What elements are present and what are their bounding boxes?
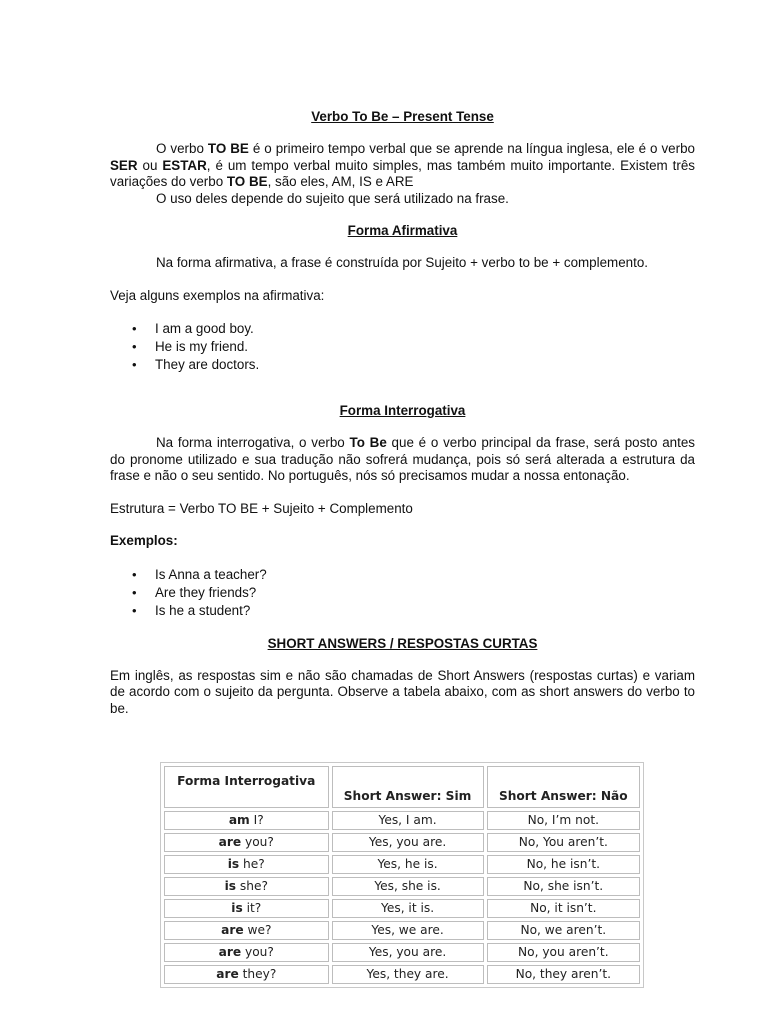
pronoun: he? bbox=[239, 857, 265, 871]
intro-text: , é um tempo verbal muito simples, mas também muito importante. Existem três variações do verbo bbox=[110, 157, 695, 189]
pronoun: it? bbox=[242, 901, 262, 915]
interrogative-bold: To Be bbox=[349, 435, 387, 450]
document-page bbox=[110, 109, 695, 717]
interrogative-text: que é o verbo principal da frase, será posto antes do pronome utilizado e sua tradução não sofrerá mudança, pois só será alterada a estrutura da frase e não o seu sentido. No português, nós só precisamos mudar a nossa entonação. bbox=[110, 435, 695, 483]
verb: are bbox=[216, 967, 239, 981]
interrogative-examples-list bbox=[110, 566, 695, 620]
intro-text: ou bbox=[137, 157, 163, 173]
intro-bold: TO BE bbox=[207, 141, 249, 156]
intro-paragraph-2: O uso deles depende do sujeito que será utilizado na frase. bbox=[156, 190, 509, 206]
list-item: • Is Anna a teacher? bbox=[155, 566, 695, 584]
page-title: Verbo To Be – Present Tense bbox=[311, 109, 494, 124]
column-header: Short Answer: Sim bbox=[332, 766, 484, 808]
yes-cell: Yes, we are. bbox=[332, 921, 484, 940]
no-cell: No, You aren’t. bbox=[487, 833, 640, 852]
pronoun: we? bbox=[243, 923, 272, 937]
pronoun: I? bbox=[249, 813, 264, 827]
interrogative-examples-label bbox=[110, 533, 695, 550]
interrogative-structure: Estrutura = Verbo TO BE + Sujeito + Complemento bbox=[110, 500, 413, 516]
intro-bold: ESTAR bbox=[162, 157, 207, 173]
table-row bbox=[164, 877, 640, 896]
question-cell bbox=[164, 811, 329, 830]
pronoun: you? bbox=[241, 835, 274, 849]
no-cell: No, I’m not. bbox=[487, 811, 640, 830]
interrogative-heading: Forma Interrogativa bbox=[339, 403, 466, 418]
no-cell: No, they aren’t. bbox=[487, 965, 640, 984]
column-header: Forma Interrogativa bbox=[164, 766, 329, 808]
verb: is bbox=[227, 857, 240, 871]
table-row bbox=[164, 921, 640, 940]
intro-bold: SER bbox=[110, 157, 138, 173]
no-cell: No, we aren’t. bbox=[487, 921, 640, 940]
table-header-row bbox=[164, 766, 640, 808]
verb: are bbox=[221, 923, 244, 937]
intro-text: O verbo bbox=[156, 141, 208, 156]
no-cell: No, you aren’t. bbox=[487, 943, 640, 962]
question-cell bbox=[164, 965, 329, 984]
intro-text: é o primeiro tempo verbal que se aprende na língua inglesa, ele é o verbo bbox=[248, 141, 695, 156]
intro-text: , são eles, AM, IS e ARE bbox=[267, 174, 414, 189]
table-row bbox=[164, 811, 640, 830]
question-cell bbox=[164, 899, 329, 918]
question-cell bbox=[164, 833, 329, 852]
question-cell bbox=[164, 877, 329, 896]
affirmative-examples-intro: Veja alguns exemplos na afirmativa: bbox=[110, 287, 325, 303]
examples-label: Exemplos: bbox=[110, 533, 178, 548]
yes-cell: Yes, they are. bbox=[332, 965, 484, 984]
affirmative-text: Na forma afirmativa, a frase é construída por Sujeito + verbo to be + complemento. bbox=[156, 255, 648, 270]
yes-cell: Yes, he is. bbox=[332, 855, 484, 874]
verb: is bbox=[224, 879, 237, 893]
table-row bbox=[164, 899, 640, 918]
table-row bbox=[164, 833, 640, 852]
intro-bold: TO BE bbox=[226, 174, 268, 189]
list-item: • Are they friends? bbox=[155, 584, 695, 602]
yes-cell: Yes, it is. bbox=[332, 899, 484, 918]
column-header: Short Answer: Não bbox=[487, 766, 640, 808]
no-cell: No, it isn’t. bbox=[487, 899, 640, 918]
list-item: • He is my friend. bbox=[155, 338, 695, 356]
interrogative-text: Na forma interrogativa, o verbo bbox=[156, 435, 350, 450]
table-row bbox=[164, 965, 640, 984]
no-cell: No, she isn’t. bbox=[487, 877, 640, 896]
pronoun: you? bbox=[241, 945, 274, 959]
verb: am bbox=[228, 813, 250, 827]
affirmative-examples-list bbox=[110, 320, 695, 374]
question-cell bbox=[164, 943, 329, 962]
verb: are bbox=[218, 945, 242, 959]
verb: is bbox=[231, 901, 243, 915]
intro-paragraph bbox=[110, 141, 695, 191]
list-item: • I am a good boy. bbox=[155, 320, 695, 338]
verb: are bbox=[218, 835, 242, 849]
yes-cell: Yes, you are. bbox=[332, 833, 484, 852]
yes-cell: Yes, I am. bbox=[332, 811, 484, 830]
interrogative-paragraph bbox=[110, 435, 695, 485]
table-row bbox=[164, 855, 640, 874]
question-cell bbox=[164, 855, 329, 874]
table-row bbox=[164, 943, 640, 962]
pronoun: they? bbox=[238, 967, 277, 981]
yes-cell: Yes, she is. bbox=[332, 877, 484, 896]
list-item: • They are doctors. bbox=[155, 356, 695, 374]
question-cell bbox=[164, 921, 329, 940]
list-item: • Is he a student? bbox=[155, 602, 695, 620]
short-answers-table bbox=[160, 762, 644, 988]
affirmative-heading: Forma Afirmativa bbox=[347, 223, 458, 238]
short-answers-text: Em inglês, as respostas sim e não são chamadas de Short Answers (respostas curtas) e variam de acordo com o sujeito da pergunta. Observe a tabela abaixo, com as short answers do verbo to be. bbox=[110, 667, 695, 716]
yes-cell: Yes, you are. bbox=[332, 943, 484, 962]
short-answers-heading: SHORT ANSWERS / RESPOSTAS CURTAS bbox=[267, 635, 538, 651]
no-cell: No, he isn’t. bbox=[487, 855, 640, 874]
pronoun: she? bbox=[236, 879, 268, 893]
